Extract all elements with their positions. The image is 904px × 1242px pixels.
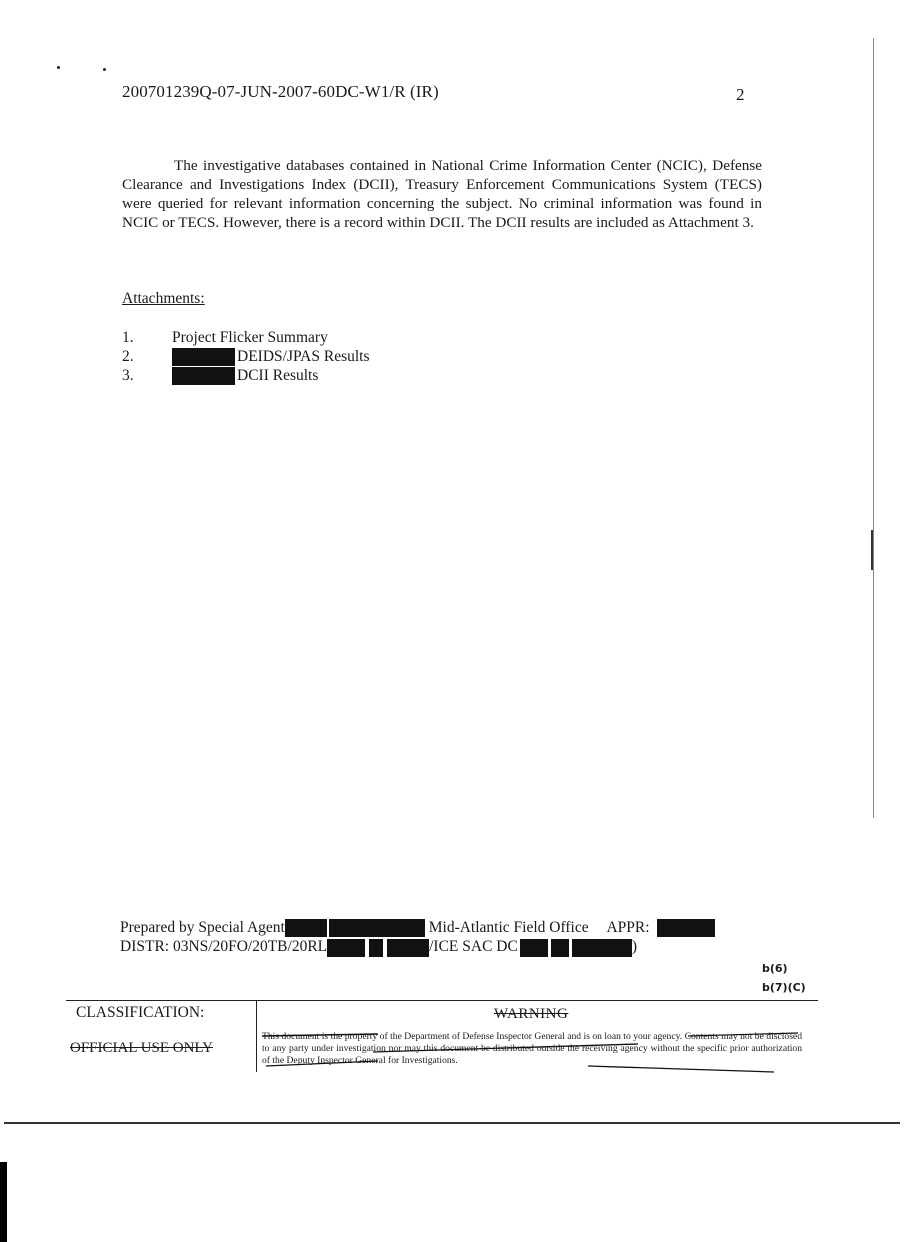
prepared-by-block [120, 918, 715, 957]
exemption-code: b(7)(C) [762, 981, 806, 994]
redaction-block [329, 919, 425, 937]
exemption-code: b(6) [762, 962, 788, 975]
attachment-label: DEIDS/JPAS Results [237, 348, 370, 365]
redaction-block [387, 939, 429, 957]
classification-label: CLASSIFICATION: [76, 1004, 205, 1021]
scan-speck [57, 66, 60, 69]
page-number: 2 [736, 85, 745, 104]
distribution-line [120, 937, 715, 956]
approval-label: APPR: [606, 919, 650, 936]
box-divider [256, 1000, 257, 1072]
attachment-number: 2. [122, 348, 134, 365]
redaction-block [520, 939, 548, 957]
distribution-ice: /ICE SAC DC [429, 938, 518, 956]
warning-text: This document is the property of the Department of Defense Inspector General and is on loan to your agency. Contents may not be disclosed to any party under investigation nor may this document be distributed outside the receiving agency without the specific prior authorization of the Deputy Inspector General for Investigations. [262, 1031, 802, 1067]
scan-edge-line [873, 38, 874, 818]
box-top-rule [66, 1000, 818, 1001]
attachments-heading: Attachments: [122, 290, 205, 307]
redaction-block [369, 939, 383, 957]
redaction-block [172, 367, 235, 385]
distribution-label: DISTR: 03NS/20FO/20TB/20RL [120, 938, 328, 956]
redaction-block [572, 939, 632, 957]
attachment-label: Project Flicker Summary [172, 329, 328, 346]
attachment-label: DCII Results [237, 367, 319, 384]
distribution-close: ) [631, 938, 638, 956]
office-name: Mid-Atlantic Field Office [428, 919, 589, 936]
attachment-number: 3. [122, 367, 134, 384]
redaction-block [285, 919, 327, 937]
prepared-by-label: Prepared by Special Agent [120, 919, 285, 936]
classification-value: OFFICIAL USE ONLY [70, 1040, 213, 1056]
warning-title: WARNING [494, 1006, 569, 1022]
body-paragraph: The investigative databases contained in National Crime Information Center (NCIC), Defense Clearance and Investigations Index (DCII), Treasury Enforcement Communications System (TECS) were queried for relevant information concerning the subject. No criminal information was found in NCIC or TECS. However, there is a record within DCII. The DCII results are included as Attachment 3. [122, 157, 762, 231]
page-bottom-rule [4, 1122, 900, 1124]
strikethrough-marks [258, 1028, 808, 1074]
scan-speck [103, 68, 106, 71]
redaction-block [551, 939, 569, 957]
prepared-by-line [120, 918, 715, 937]
scan-edge-mark [871, 530, 873, 570]
redaction-block [327, 939, 365, 957]
attachment-number: 1. [122, 329, 134, 346]
redaction-block [657, 919, 715, 937]
scan-edge-bar [0, 1162, 7, 1242]
redaction-block [172, 348, 235, 366]
document-id: 200701239Q-07-JUN-2007-60DC-W1/R (IR) [122, 82, 439, 101]
